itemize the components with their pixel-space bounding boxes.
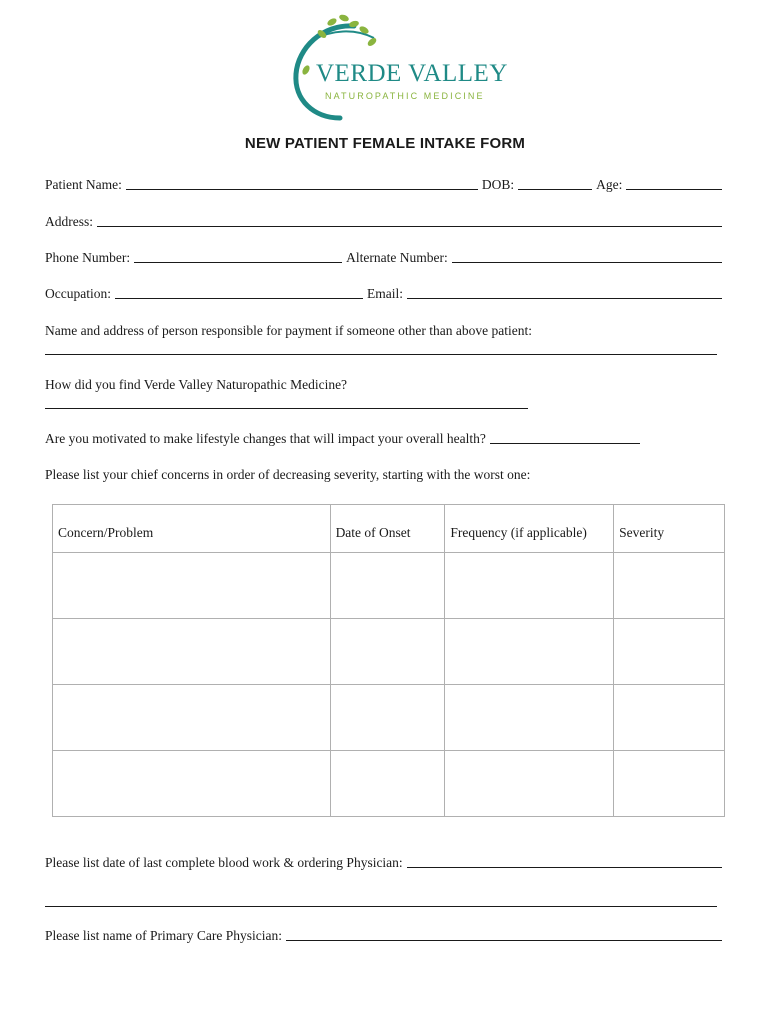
onset-cell[interactable] [330, 619, 445, 685]
clinic-name: VERDE VALLEY [316, 60, 508, 87]
age-field[interactable] [626, 177, 722, 190]
alternate-field[interactable] [452, 250, 722, 263]
header-severity: Severity [614, 505, 725, 553]
phone-row [45, 249, 722, 267]
severity-cell[interactable] [614, 619, 725, 685]
onset-cell[interactable] [330, 553, 445, 619]
form-title: NEW PATIENT FEMALE INTAKE FORM [244, 135, 526, 152]
concern-cell[interactable] [53, 619, 331, 685]
payment-prompt-text: Name and address of person responsible for payment if someone other than above patient: [45, 323, 532, 338]
bloodwork-field[interactable] [407, 855, 722, 868]
table-header-row [53, 505, 725, 553]
header-date-onset: Date of Onset [330, 505, 445, 553]
bloodwork-row [45, 854, 722, 872]
patient-name-field[interactable] [126, 177, 478, 190]
table-row [53, 619, 725, 685]
address-label: Address: [45, 214, 93, 229]
concerns-prompt-text: Please list your chief concerns in order of decreasing severity, starting with the worst one: [45, 467, 531, 482]
severity-cell[interactable] [614, 751, 725, 817]
email-field[interactable] [407, 286, 722, 299]
motivated-prompt-text: Are you motivated to make lifestyle changes that will impact your overall health? [45, 431, 486, 446]
phone-field[interactable] [134, 250, 342, 263]
find-prompt [45, 376, 722, 394]
bloodwork-prompt-text: Please list date of last complete blood work & ordering Physician: [45, 855, 403, 870]
header-frequency: Frequency (if applicable) [445, 505, 614, 553]
header-concern: Concern/Problem [53, 505, 331, 553]
table-row [53, 553, 725, 619]
concern-cell[interactable] [53, 685, 331, 751]
payment-field[interactable] [45, 354, 717, 355]
clinic-tagline: NATUROPATHIC MEDICINE [325, 91, 485, 101]
concerns-table [52, 504, 725, 817]
severity-cell[interactable] [614, 553, 725, 619]
age-label: Age: [596, 177, 623, 192]
onset-cell[interactable] [330, 751, 445, 817]
frequency-cell[interactable] [445, 619, 614, 685]
frequency-cell[interactable] [445, 553, 614, 619]
address-row [45, 213, 722, 231]
bloodwork-field-2[interactable] [45, 906, 717, 907]
onset-cell[interactable] [330, 685, 445, 751]
patient-name-row [45, 176, 722, 194]
patient-name-label: Patient Name: [45, 177, 122, 192]
concern-cell[interactable] [53, 553, 331, 619]
pcp-row [45, 927, 722, 945]
concern-cell[interactable] [53, 751, 331, 817]
occupation-label: Occupation: [45, 286, 111, 301]
table-row [53, 751, 725, 817]
phone-label: Phone Number: [45, 250, 131, 265]
concerns-prompt [45, 466, 722, 484]
motivated-field[interactable] [490, 431, 640, 444]
frequency-cell[interactable] [445, 751, 614, 817]
alternate-label: Alternate Number: [346, 250, 448, 265]
payment-prompt [45, 322, 722, 340]
address-field[interactable] [97, 214, 722, 227]
occupation-field[interactable] [115, 286, 363, 299]
occupation-row [45, 285, 722, 303]
pcp-prompt-text: Please list name of Primary Care Physician: [45, 928, 282, 943]
email-label: Email: [366, 286, 403, 301]
frequency-cell[interactable] [445, 685, 614, 751]
severity-cell[interactable] [614, 685, 725, 751]
dob-field[interactable] [518, 177, 592, 190]
table-row [53, 685, 725, 751]
find-field[interactable] [45, 408, 528, 409]
clinic-logo [292, 12, 508, 122]
motivated-row [45, 430, 722, 448]
dob-label: DOB: [481, 177, 515, 192]
find-prompt-text: How did you find Verde Valley Naturopathic Medicine? [45, 377, 348, 392]
pcp-field[interactable] [286, 928, 722, 941]
